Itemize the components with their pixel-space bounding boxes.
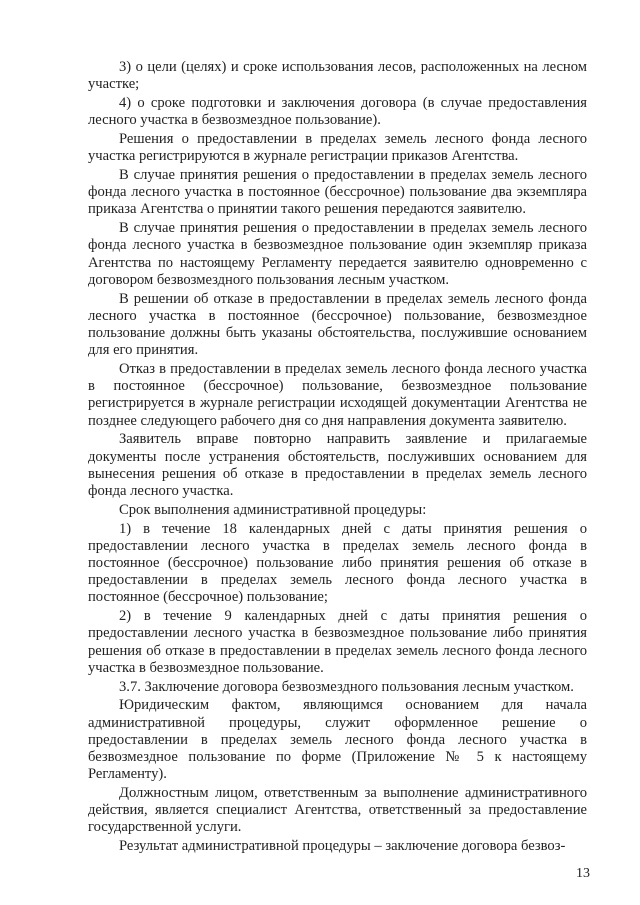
- paragraph: Решения о предоставлении в пределах земель лесного фонда лесного участка регистрируются в журнале регистрации приказов Агентства.: [88, 131, 587, 165]
- paragraph: В случае принятия решения о предоставлении в пределах земель лесного фонда лесного участка в безвозмездное пользование один экземпляр приказа Агентства по настоящему Регламенту передается заявителю одновременно с договором безвозмездного пользования лесным участком.: [88, 220, 587, 288]
- paragraph: Результат административной процедуры – заключение договора безвоз-: [119, 838, 566, 855]
- paragraph: Срок выполнения административной процедуры:: [119, 501, 427, 518]
- paragraph: 4) о сроке подготовки и заключения договора (в случае предоставления лесного участка в безвозмездное пользование).: [88, 95, 587, 129]
- paragraph: Должностным лицом, ответственным за выполнение административного действия, является специалист Агентства, ответственный за предоставление государственной услуги.: [88, 785, 587, 836]
- paragraph: Заявитель вправе повторно направить заявление и прилагаемые документы после устранения обстоятельств, послуживших основанием для вынесения решения об отказе в предоставлении в пределах земель лесного фонда лесного участка.: [88, 431, 587, 500]
- paragraph: В случае принятия решения о предоставлении в пределах земель лесного фонда лесного участка в постоянное (бессрочное) пользование два экземпляра приказа Агентства о принятии такого решения передаются заявителю.: [88, 167, 587, 218]
- document-body: [88, 59, 587, 857]
- section-heading: 3.7. Заключение договора безвозмездного пользования лесным участком.: [119, 678, 574, 695]
- paragraph: 2) в течение 9 календарных дней с даты принятия решения о предоставлении лесного участка в безвозмездное пользование либо принятия решения об отказе в предоставлении в пределах земель лесного фонда лесного участка в безвозмездное пользование.: [88, 608, 587, 676]
- paragraph: В решении об отказе в предоставлении в пределах земель лесного фонда лесного участка в постоянное (бессрочное) пользование, безвозмездное пользование должны быть указаны обстоятельства, послужившие основанием для его принятия.: [88, 290, 587, 359]
- paragraph: Юридическим фактом, являющимся основанием для начала административной процедуры, служит оформленное решение о предоставлении в пределах земель лесного фонда лесного участка в безвозмездное пользование по форме (Приложение № 5 к настоящему Регламенту).: [88, 697, 587, 783]
- page-number: 13: [576, 866, 590, 881]
- paragraph: 1) в течение 18 календарных дней с даты принятия решения о предоставлении лесного участка в пределах земель лесного фонда в постоянное (бессрочное) пользование либо принятия решения об отказе в предоставлении в пределах земель лесного фонда лесного участка в постоянное (бессрочное) пользование;: [88, 520, 587, 606]
- paragraph: 3) о цели (целях) и сроке использования лесов, расположенных на лесном участке;: [88, 59, 587, 93]
- paragraph: Отказ в предоставлении в пределах земель лесного фонда лесного участка в постоянное (бессрочное) пользование, безвозмездное пользование регистрируется в журнале регистрации исходящей документации Агентства не позднее следующего рабочего дня со дня направления документа заявителю.: [88, 361, 587, 429]
